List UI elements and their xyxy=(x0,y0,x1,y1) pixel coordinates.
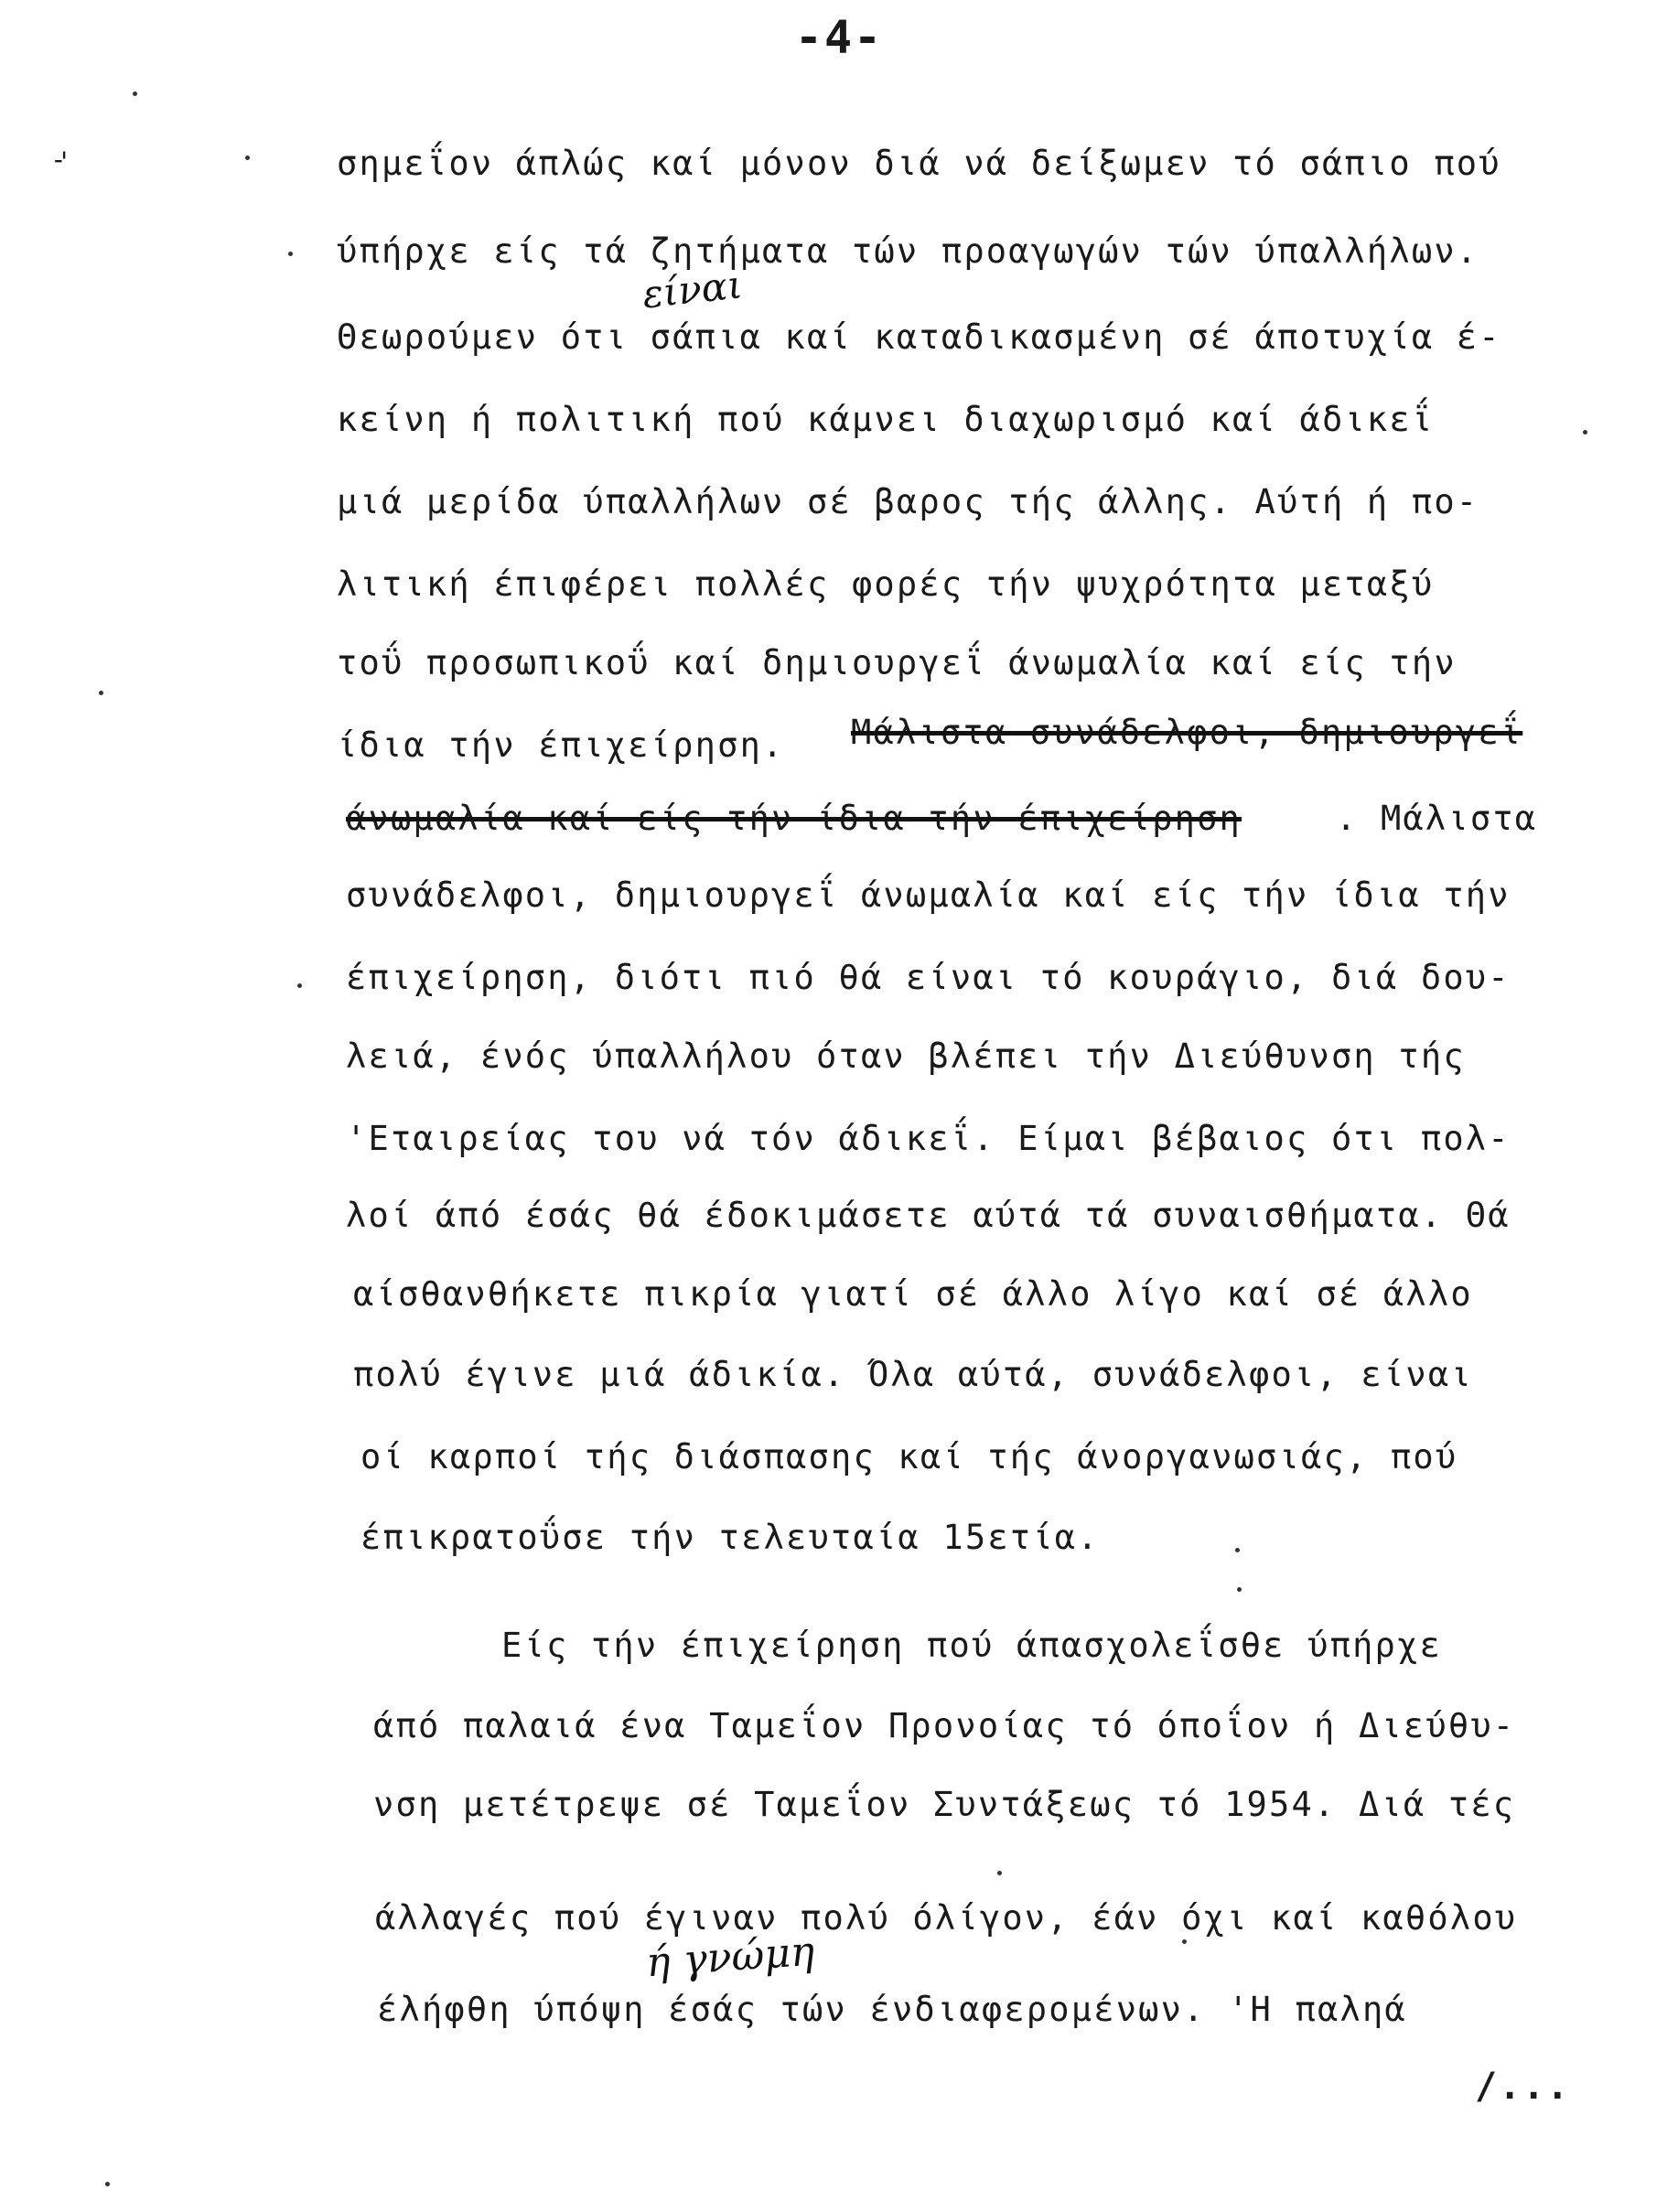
text-line: ίδια τήν έπιχείρηση. xyxy=(337,725,785,765)
text-line: Είς τήν έπιχείρηση πού άπασχολεΐσθε ύπήρχε xyxy=(501,1626,1442,1665)
continuation-mark: /... xyxy=(1475,2066,1571,2108)
text-line: λοί άπό έσάς θά έδοκιμάσετε αύτά τά συναισθήματα. Θά xyxy=(346,1196,1511,1235)
text-line: λειά, ένός ύπαλλήλου όταν βλέπει τήν Διεύθυνση τής xyxy=(346,1036,1466,1076)
text-line: πολύ έγινε μιά άδικία. Όλα αύτά, συνάδελφοι, είναι xyxy=(353,1355,1473,1394)
struck-text: Μάλιστα συνάδελφοι, δημιουργεΐ xyxy=(851,713,1523,752)
handwritten-insertion: ή γνώμη xyxy=(644,1927,816,1987)
text-line: λιτική έπιφέρει πολλές φορές τήν ψυχρότητα μεταξύ xyxy=(337,564,1435,604)
text-line: έπιχείρηση, διότι πιό θά είναι τό κουράγιο, διά δου- xyxy=(346,958,1511,997)
scan-speck xyxy=(245,156,250,160)
margin-mark: ⌏ xyxy=(55,145,74,181)
text-line: ύπήρχε είς τά ζητήματα τών προαγωγών τών ύπαλλήλων. xyxy=(337,231,1479,271)
scan-speck xyxy=(1182,1939,1187,1944)
handwritten-insertion: είναι xyxy=(640,262,745,317)
text-line: κείνη ή πολιτική πού κάμνει διαχωρισμό καί άδικεΐ xyxy=(337,400,1435,439)
scan-speck xyxy=(997,1871,1002,1875)
text-line: συνάδελφοι, δημιουργεΐ άνωμαλία καί είς τήν ίδια τήν xyxy=(346,875,1511,915)
text-line: τοΰ προσωπικοΰ καί δημιουργεΐ άνωμαλία καί είς τήν xyxy=(337,643,1457,682)
text-line: έπικρατοΰσε τήν τελευταία 15ετία. xyxy=(360,1518,1100,1557)
text-line: έλήφθη ύπόψη έσάς τών ένδιαφερομένων. 'Η παληά xyxy=(377,1990,1407,2029)
text-line: Θεωρούμεν ότι σάπια καί καταδικασμένη σέ άποτυχία έ- xyxy=(337,317,1501,357)
text-line: νση μετέτρεψε σέ Ταμεΐον Συντάξεως τό 1954. Διά τές xyxy=(373,1785,1516,1824)
scan-speck xyxy=(1235,1548,1240,1552)
scan-speck xyxy=(105,2182,110,2186)
text-line: μιά μερίδα ύπαλλήλων σέ βαρος τής άλλης. Αύτή ή πο- xyxy=(337,482,1479,521)
text-line: . Μάλιστα xyxy=(1336,799,1538,838)
scan-speck xyxy=(297,983,302,988)
text-line: 'Εταιρείας του νά τόν άδικεΐ. Είμαι βέβαιος ότι πολ- xyxy=(346,1119,1511,1158)
scan-speck xyxy=(99,691,103,695)
text-line: σημεΐον άπλώς καί μόνον διά νά δείξωμεν τό σάπιο πού xyxy=(337,144,1501,183)
text-line: αίσθανθήκετε πικρία γιατί σέ άλλο λίγο καί σέ άλλο xyxy=(353,1274,1473,1314)
scan-speck xyxy=(1237,1587,1242,1592)
scan-speck xyxy=(1583,430,1587,435)
text-line: άλλαγές πού έγιναν πολύ όλίγον, έάν όχι καί καθόλου xyxy=(375,1898,1518,1938)
page-number: -4- xyxy=(794,11,884,64)
text-line: άπό παλαιά ένα Ταμεΐον Προνοίας τό όποΐον ή Διεύθυ- xyxy=(373,1706,1516,1745)
struck-text: άνωμαλία καί είς τήν ίδια τήν έπιχείρηση xyxy=(346,799,1242,838)
text-line: οί καρποί τής διάσπασης καί τής άνοργανωσιάς, πού xyxy=(360,1437,1458,1476)
scan-speck xyxy=(133,91,137,96)
scan-speck xyxy=(288,252,293,256)
